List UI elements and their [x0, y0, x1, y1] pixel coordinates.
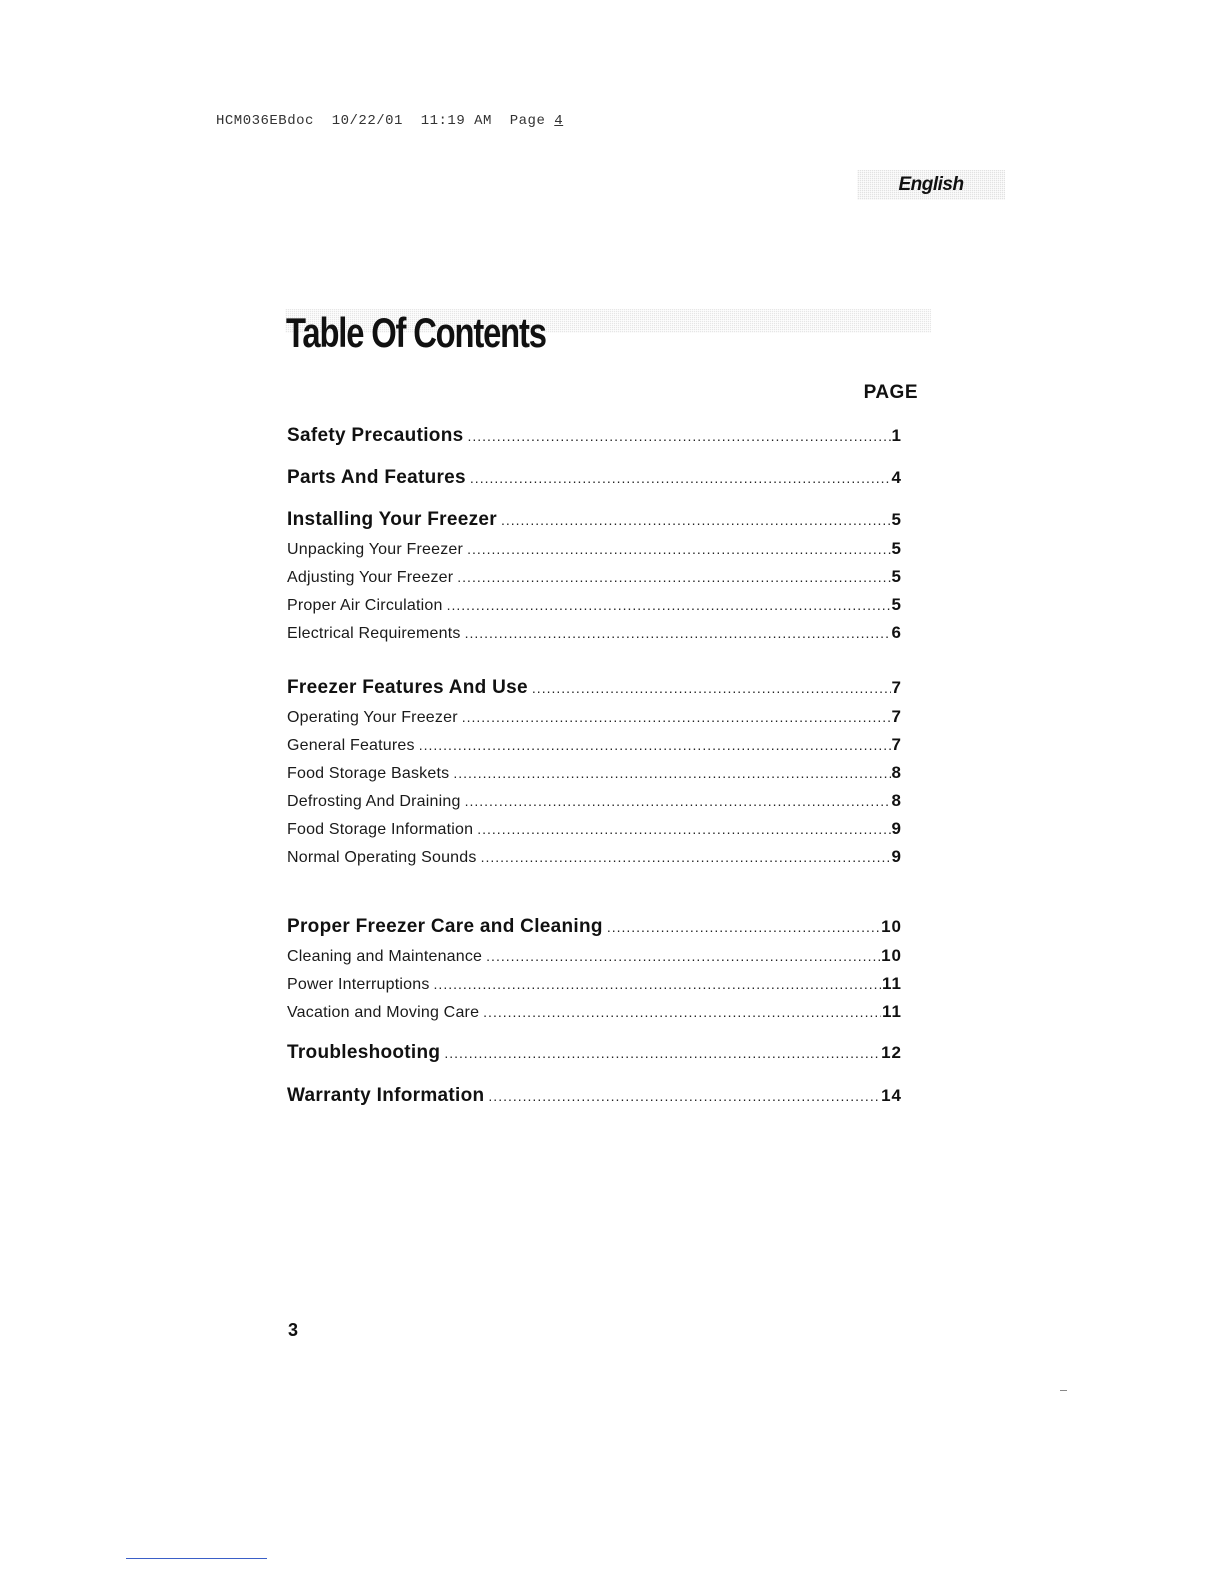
toc-leader-dots	[501, 512, 891, 528]
toc-entry-page: 4	[891, 468, 902, 487]
toc-entry-label: Proper Air Circulation	[287, 597, 443, 614]
toc-entry-page: 9	[891, 819, 902, 838]
toc-entry-page: 5	[891, 539, 902, 558]
toc-entry-food-storage-baskets[interactable]	[287, 763, 902, 783]
toc-leader-dots	[444, 1045, 880, 1061]
file-stamp	[216, 113, 563, 129]
toc-leader-dots	[467, 428, 890, 444]
toc-leader-dots	[486, 948, 880, 964]
toc-entry-vacation-and-moving-care[interactable]	[287, 1002, 902, 1022]
toc-leader-dots	[465, 625, 891, 641]
toc-entry-page: 7	[891, 678, 902, 697]
toc-entry-label: Food Storage Baskets	[287, 765, 450, 782]
toc-entry-food-storage-information[interactable]	[287, 819, 902, 839]
scan-mark	[1060, 1390, 1067, 1391]
language-tab: English	[857, 170, 1005, 200]
toc-entry-page: 6	[891, 623, 902, 642]
toc-entry-page: 11	[882, 1002, 902, 1021]
toc-entry-troubleshooting[interactable]	[287, 1042, 902, 1064]
toc-leader-dots	[532, 680, 891, 696]
toc-leader-dots	[483, 1004, 881, 1020]
page-title: Table Of Contents	[286, 309, 546, 356]
toc-leader-dots	[488, 1088, 880, 1104]
toc-entry-label: Food Storage Information	[287, 821, 474, 838]
toc-leader-dots	[457, 569, 890, 585]
toc-entry-label: Vacation and Moving Care	[287, 1004, 480, 1021]
toc-entry-page: 5	[891, 567, 902, 586]
toc-entry-label: Unpacking Your Freezer	[287, 541, 464, 558]
toc-entry-label: Electrical Requirements	[287, 625, 461, 642]
toc-entry-label: Safety Precautions	[287, 425, 464, 446]
file-stamp-text: HCM036EBdoc 10/22/01 11:19 AM Page	[216, 113, 555, 129]
toc-entry-page: 14	[881, 1086, 902, 1105]
toc-entry-defrosting-and-draining[interactable]	[287, 791, 902, 811]
toc-leader-dots	[462, 709, 891, 725]
toc-entry-proper-air-circulation[interactable]	[287, 595, 902, 615]
toc-leader-dots	[607, 919, 880, 935]
toc-leader-dots	[470, 470, 891, 486]
toc-entry-label: Operating Your Freezer	[287, 709, 458, 726]
toc-entry-page: 7	[891, 707, 902, 726]
toc-entry-freezer-features-and-use[interactable]	[287, 677, 902, 699]
toc-entry-label: Defrosting And Draining	[287, 793, 461, 810]
toc-entry-page: 12	[881, 1043, 902, 1062]
toc-entry-general-features[interactable]	[287, 735, 902, 755]
toc-entry-page: 11	[882, 974, 902, 993]
toc-entry-label: Normal Operating Sounds	[287, 849, 477, 866]
toc-entry-label: Parts And Features	[287, 467, 466, 488]
toc-entry-page: 1	[891, 426, 902, 445]
toc-entry-adjusting-your-freezer[interactable]	[287, 567, 902, 587]
toc-entry-label: Power Interruptions	[287, 976, 430, 993]
toc-entry-page: 8	[891, 791, 902, 810]
toc-entry-proper-freezer-care-and-cleaning[interactable]	[287, 916, 902, 938]
toc-entry-label: Installing Your Freezer	[287, 509, 497, 530]
toc-entry-warranty-information[interactable]	[287, 1085, 902, 1107]
footer-page-number: 3	[288, 1320, 299, 1340]
toc-entry-page: 5	[891, 595, 902, 614]
toc-leader-dots	[447, 597, 891, 613]
toc-entry-page: 10	[881, 946, 902, 965]
toc-entry-parts-and-features[interactable]	[287, 467, 902, 489]
toc-leader-dots	[419, 737, 891, 753]
toc-entry-label: Freezer Features And Use	[287, 677, 528, 698]
toc-entry-page: 10	[881, 917, 902, 936]
page-column-heading: PAGE	[863, 382, 918, 403]
toc-leader-dots	[467, 541, 890, 557]
toc-entry-label: Troubleshooting	[287, 1042, 441, 1063]
toc-entry-page: 8	[891, 763, 902, 782]
toc-entry-installing-your-freezer[interactable]	[287, 509, 902, 531]
toc-leader-dots	[465, 793, 891, 809]
toc-entry-label: Proper Freezer Care and Cleaning	[287, 916, 603, 937]
toc-entry-safety-precautions[interactable]	[287, 425, 902, 447]
toc-entry-label: Cleaning and Maintenance	[287, 948, 483, 965]
toc-leader-dots	[481, 849, 891, 865]
toc-entry-unpacking-your-freezer[interactable]	[287, 539, 902, 559]
toc-entry-label: General Features	[287, 737, 415, 754]
toc-entry-page: 5	[891, 510, 902, 529]
toc-leader-dots	[434, 976, 881, 992]
toc-leader-dots	[453, 765, 890, 781]
toc-entry-label: Adjusting Your Freezer	[287, 569, 454, 586]
toc-entry-operating-your-freezer[interactable]	[287, 707, 902, 727]
toc-entry-power-interruptions[interactable]	[287, 974, 902, 994]
toc-entry-page: 9	[891, 847, 902, 866]
toc-leader-dots	[477, 821, 890, 837]
toc-entry-label: Warranty Information	[287, 1085, 485, 1106]
file-stamp-page-number: 4	[554, 113, 564, 129]
toc-entry-electrical-requirements[interactable]	[287, 623, 902, 643]
toc-entry-page: 7	[891, 735, 902, 754]
toc-entry-normal-operating-sounds[interactable]	[287, 847, 902, 867]
toc-entry-cleaning-and-maintenance[interactable]	[287, 946, 902, 966]
bottom-rule	[126, 1558, 267, 1559]
